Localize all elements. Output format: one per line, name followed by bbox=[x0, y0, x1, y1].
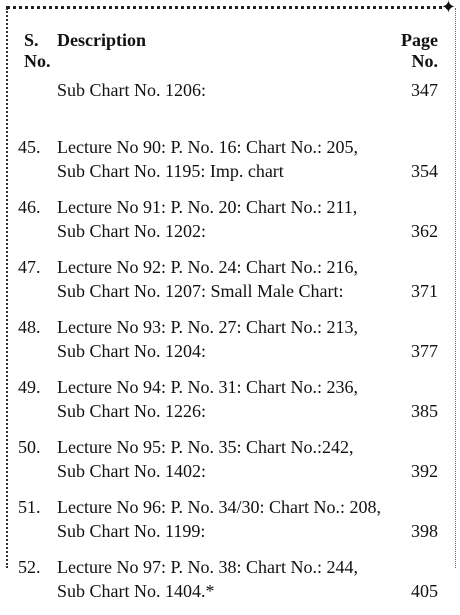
header-description: Description bbox=[57, 30, 146, 50]
dotted-border-left bbox=[6, 8, 8, 568]
entry-line1: Lecture No 90: P. No. 16: Chart No.: 205, bbox=[57, 137, 358, 157]
entry-sno: 52. bbox=[18, 557, 41, 577]
table-row bbox=[18, 555, 438, 615]
entry-page: 398 bbox=[411, 521, 438, 541]
entry-line1: Lecture No 96: P. No. 34/30: Chart No.: 208, bbox=[57, 497, 381, 517]
dotted-border-top bbox=[6, 6, 450, 9]
table-row bbox=[18, 195, 438, 255]
entry-line2: Sub Chart No. 1402: bbox=[57, 461, 207, 481]
header-page bbox=[401, 30, 438, 72]
entry-line2: Sub Chart No. 1204: bbox=[57, 341, 207, 361]
dotted-border-right bbox=[455, 8, 456, 568]
entry-page: 354 bbox=[411, 161, 438, 181]
entry-line1: Lecture No 93: P. No. 27: Chart No.: 213, bbox=[57, 317, 358, 337]
table-row bbox=[18, 375, 438, 435]
entry-sno: 46. bbox=[18, 197, 41, 217]
header-sno-line1: S. bbox=[24, 30, 39, 50]
entry-page: 347 bbox=[411, 80, 438, 100]
entry-sno: 45. bbox=[18, 137, 41, 157]
entry-line2: Sub Chart No. 1226: bbox=[57, 401, 207, 421]
table-row bbox=[18, 435, 438, 495]
table-row bbox=[24, 78, 438, 102]
entry-line2: Sub Chart No. 1195: Imp. chart bbox=[57, 161, 284, 181]
entry-page: 377 bbox=[411, 341, 438, 361]
entry-page: 392 bbox=[411, 461, 438, 481]
header-sno-line2: No. bbox=[24, 51, 51, 71]
table-row bbox=[18, 315, 438, 375]
entry-line1: Lecture No 97: P. No. 38: Chart No.: 244, bbox=[57, 557, 358, 577]
entry-sno: 49. bbox=[18, 377, 41, 397]
entry-line1: Lecture No 94: P. No. 31: Chart No.: 236, bbox=[57, 377, 358, 397]
entry-sno: 48. bbox=[18, 317, 41, 337]
entry-line1: Lecture No 92: P. No. 24: Chart No.: 216, bbox=[57, 257, 358, 277]
entry-line2: Sub Chart No. 1202: bbox=[57, 221, 207, 241]
entry-page: 362 bbox=[411, 221, 438, 241]
entry-sno: 47. bbox=[18, 257, 41, 277]
entry-line2: Sub Chart No. 1206: bbox=[57, 80, 207, 100]
entry-page: 371 bbox=[411, 281, 438, 301]
header-page-line2: No. bbox=[411, 51, 438, 71]
entry-page: 405 bbox=[411, 581, 438, 601]
table-row bbox=[18, 135, 438, 195]
index-rows bbox=[18, 78, 438, 615]
table-row bbox=[18, 495, 438, 555]
table-row bbox=[18, 255, 438, 315]
entry-page: 385 bbox=[411, 401, 438, 421]
entry-line2: Sub Chart No. 1207: Small Male Chart: bbox=[57, 281, 344, 301]
entry-line1: Lecture No 91: P. No. 20: Chart No.: 211, bbox=[57, 197, 358, 217]
header-sno bbox=[24, 30, 54, 72]
entry-line2: Sub Chart No. 1404.* bbox=[57, 581, 215, 601]
entry-sno: 51. bbox=[18, 497, 41, 517]
entry-sno: 50. bbox=[18, 437, 41, 457]
entry-line1: Lecture No 95: P. No. 35: Chart No.:242, bbox=[57, 437, 354, 457]
table-header bbox=[24, 30, 438, 74]
entry-line2: Sub Chart No. 1199: bbox=[57, 521, 206, 541]
header-page-line1: Page bbox=[401, 30, 438, 50]
corner-star-icon: ✦ bbox=[440, 0, 456, 17]
